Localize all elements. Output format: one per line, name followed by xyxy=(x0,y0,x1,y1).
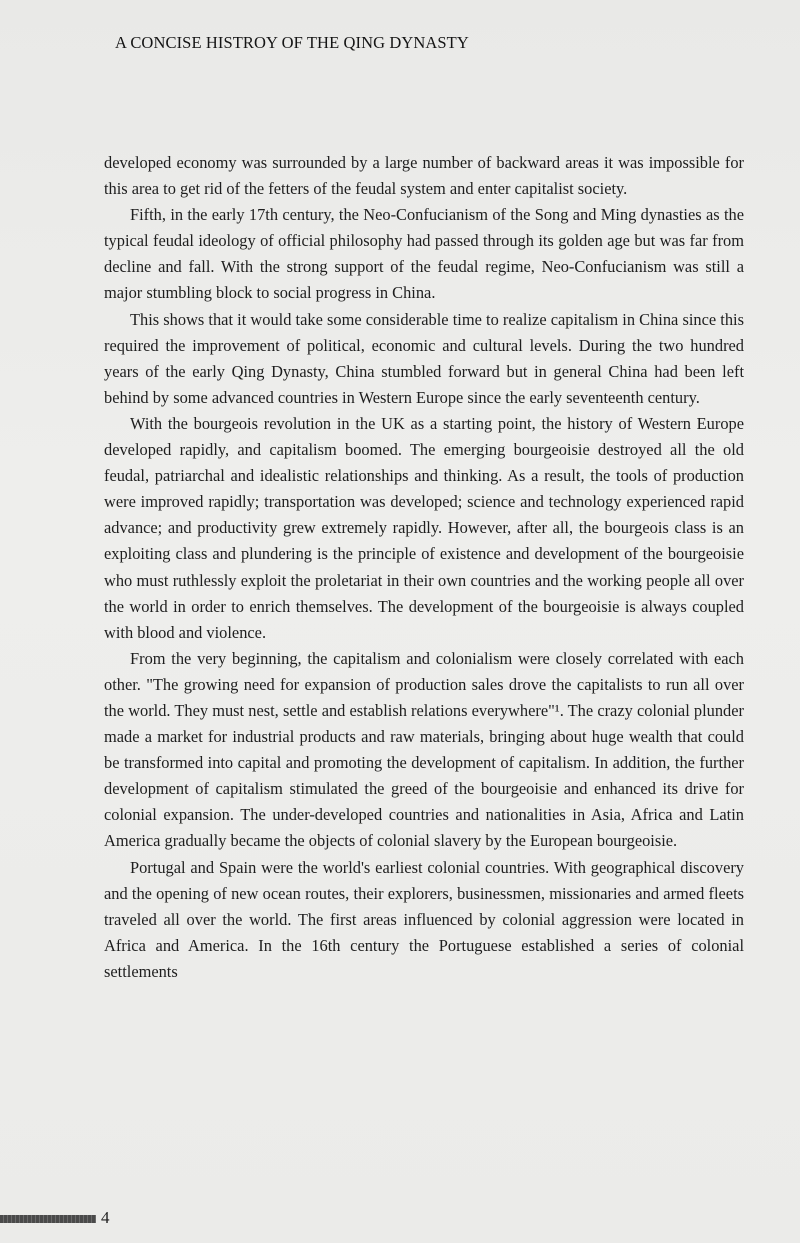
paragraph: Fifth, in the early 17th century, the Neo-Confucianism of the Song and Ming dynasties as the typical feudal ideology of official philosophy had passed through its golden age but was far from decline and fall. With the strong support of the feudal regime, Neo-Confucianism was still a major stumbling block to social progress in China. xyxy=(104,205,744,303)
running-header-title: A CONCISE HISTROY OF THE QING DYNASTY xyxy=(115,33,469,52)
paragraph: developed economy was surrounded by a large number of backward areas it was impossible for this area to get rid of the fetters of the feudal system and enter capitalist society. xyxy=(104,153,744,199)
footer-decorative-bar xyxy=(0,1215,96,1223)
paragraph: With the bourgeois revolution in the UK as a starting point, the history of Western Europe developed rapidly, and capitalism boomed. The emerging bourgeoisie destroyed all the old feudal, patriarchal and idealistic relationships and thinking. As a result, the tools of production were improved rapidly; transportation was developed; science and technology experienced rapid advance; and productivity grew extremely rapidly. However, after all, the bourgeois class is an exploiting class and plundering is the principle of existence and development of the bourgeoisie who must ruthlessly exploit the proletariat in their own countries and the working people all over the world in order to enrich themselves. The development of the bourgeoisie is always coupled with blood and violence. xyxy=(104,413,744,642)
page-number: 4 xyxy=(101,1208,110,1227)
paragraph: This shows that it would take some considerable time to realize capitalism in China since this required the improvement of political, economic and cultural levels. During the two hundred years of the early Qing Dynasty, China stumbled forward but in general China had been left behind by some advanced countries in Western Europe since the early seventeenth century. xyxy=(104,309,744,407)
paragraph: Portugal and Spain were the world's earliest colonial countries. With geographical discovery and the opening of new ocean routes, their explorers, businessmen, missionaries and armed fleets traveled all over the world. The first areas influenced by colonial aggression were located in Africa and America. In the 16th century the Portuguese established a series of colonial settlements xyxy=(104,857,744,981)
body-text xyxy=(104,150,744,985)
paragraph: From the very beginning, the capitalism and colonialism were closely correlated with each other. "The growing need for expansion of production sales drove the capitalists to run all over the world. They must nest, settle and establish relations everywhere"¹. The crazy colonial plunder made a market for industrial products and raw materials, bringing about huge wealth that could be transformed into capital and promoting the development of capitalism. In addition, the further development of capitalism stimulated the greed of the bourgeoisie and enhanced its drive for colonial expansion. The under-developed countries and nationalities in Asia, Africa and Latin America gradually became the objects of colonial slavery by the European bourgeoisie. xyxy=(104,648,744,851)
